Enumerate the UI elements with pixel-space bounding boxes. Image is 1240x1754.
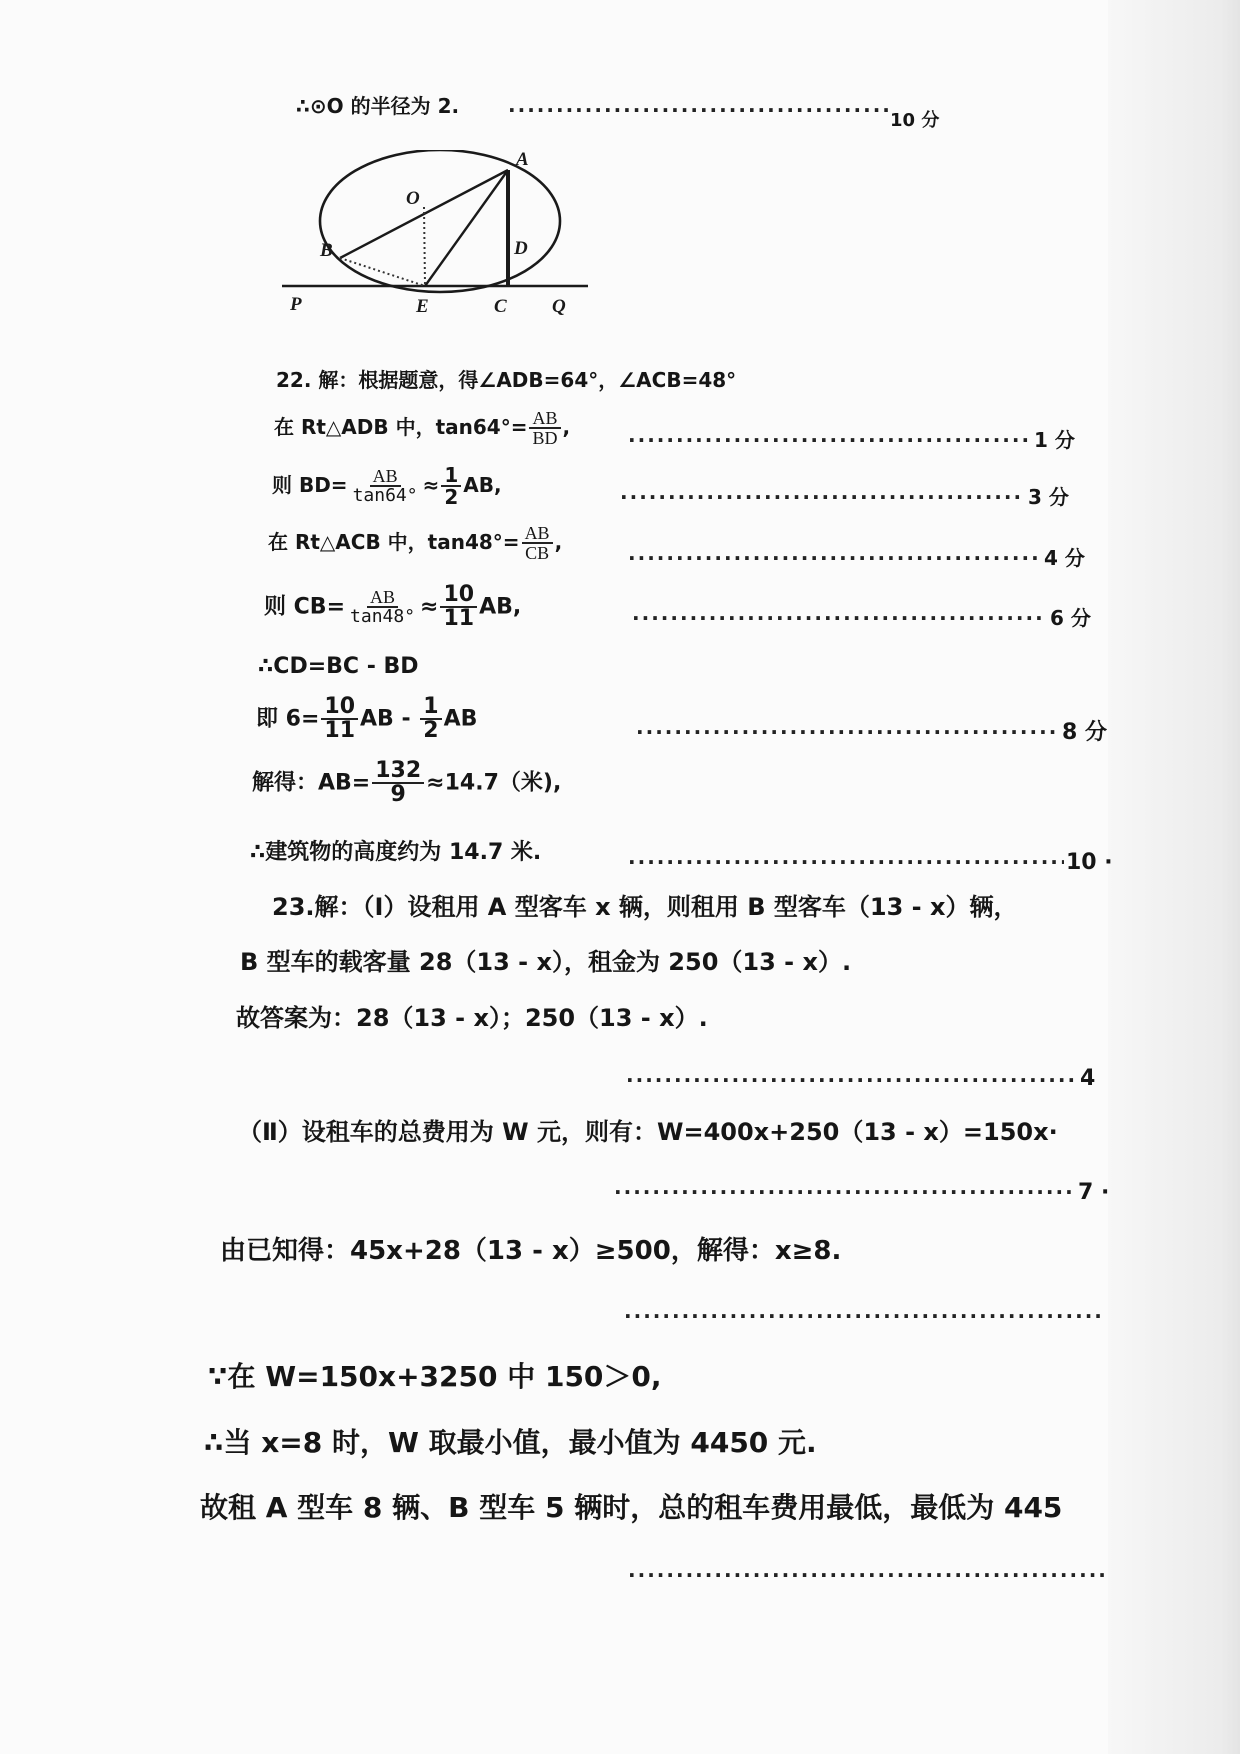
score-leader [628,430,1030,450]
score-label: 4 [1080,1066,1096,1091]
q23-minimum: ∴当 x=8 时，W 取最小值，最小值为 4450 元. [204,1426,817,1459]
label-b: B [320,240,333,261]
page-edge-shadow [1108,0,1240,1754]
label-a: A [516,150,529,170]
dotted-be [340,258,425,286]
score-leader [632,608,1046,628]
label-e: E [416,296,429,317]
q22-line-4: 则 CB= $\frac{AB}{\tan 48^\circ}$ ≈ $\frac{10}{11}$ AB, [264,582,522,632]
score-leader [626,1070,1076,1090]
label-p: P [290,294,302,315]
score-label: 4 分 [1044,546,1085,570]
label-o: O [406,188,420,209]
q23-condition: 由已知得：45x+28（13 - x）≥500，解得：x≥8. [220,1236,842,1266]
score-label: 3 分 [1028,485,1069,509]
score-leader [508,100,888,120]
q23-line-2: B 型车的载客量 28（13 - x），租金为 250（13 - x）. [240,948,852,976]
q22-line-2: 则 BD= $\frac{AB}{\tan 64^\circ}$ ≈ $\frac{1}{2}$ AB, [272,463,502,510]
q23-part-2: （Ⅱ）设租车的总费用为 W 元，则有：W=400x+250（13 - x）=150x· [238,1118,1058,1146]
score-label: 10 分 [890,110,940,131]
circle-o [320,150,560,292]
q22-line-5: ∴CD=BC - BD [258,654,419,679]
label-q: Q [552,296,566,317]
q22-line-3: 在 Rt△ACB 中，tan48°= $\frac{AB}{CB}$ , [268,523,563,564]
q23-answer: 故答案为：28（13 - x）；250（13 - x）. [236,1004,708,1032]
q23-final-answer: 故租 A 型车 8 辆、B 型车 5 辆时，总的租车费用最低，最低为 445 [200,1491,1063,1524]
score-label: 1 分 [1034,428,1075,452]
score-leader [620,487,1024,507]
score-leader [628,548,1040,568]
score-label: 7 · [1078,1180,1110,1205]
score-label: 6 分 [1050,606,1091,630]
dotted-oe [424,207,425,286]
label-d: D [514,238,528,259]
circle-figure [280,150,610,320]
score-leader [636,722,1058,742]
score-label: 10 · [1066,850,1113,875]
q23-monotonic: ∵在 W=150x+3250 中 150＞0, [208,1360,662,1393]
score-label: 8 分 [1062,720,1107,745]
q22-conclusion: ∴建筑物的高度约为 14.7 米. [250,840,542,865]
score-leader [628,1565,1104,1585]
q23-line-1: 23.解：（Ⅰ）设租用 A 型客车 x 辆，则租用 B 型客车（13 - x）辆， [272,893,1018,921]
q22-line-6: 即 6= $\frac{10}{11}$ AB - $\frac{1}{2}$ AB [256,694,478,744]
radius-conclusion: ∴⊙O 的半径为 2. [296,94,460,118]
q22-line-7: 解得：AB= $\frac{132}{9}$ ≈14.7（米), [252,758,562,808]
chord-ae [425,170,508,286]
score-leader [624,1306,1104,1326]
label-c: C [494,296,507,317]
q22-title: 22. 解：根据题意，得∠ADB=64°，∠ACB=48° [276,368,737,392]
score-leader [628,852,1064,872]
q22-line-1: 在 Rt△ADB 中，tan64°= $\frac{AB}{BD}$ , [274,408,571,449]
score-leader [614,1182,1074,1202]
